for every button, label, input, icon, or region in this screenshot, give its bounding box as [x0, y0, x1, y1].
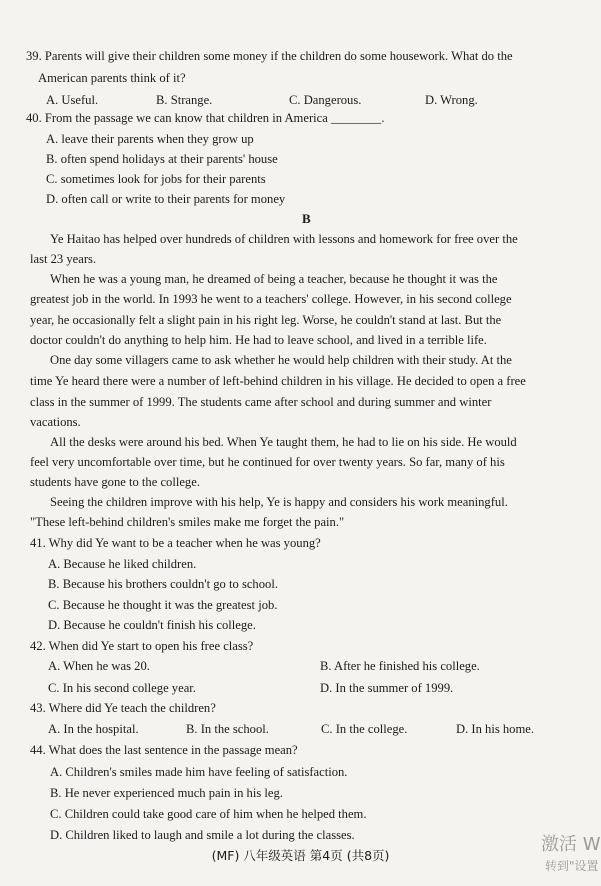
activation-watermark-line2: 转到"设置 — [545, 859, 599, 873]
q42-option-b: B. After he finished his college. — [320, 659, 480, 673]
q43-option-a: A. In the hospital. — [48, 722, 139, 736]
q42-option-a: A. When he was 20. — [48, 659, 150, 673]
q44-stem: 44. What does the last sentence in the passage mean? — [30, 743, 298, 757]
passage-line: When he was a young man, he dreamed of being a teacher, because he thought it was the — [50, 272, 498, 286]
passage-line: last 23 years. — [30, 252, 97, 266]
passage-line: feel very uncomfortable over time, but he continued for over twenty years. So far, many of his — [30, 455, 505, 469]
section-heading: B — [302, 211, 311, 226]
page-footer: (MF) 八年级英语 第4页 (共8页) — [211, 848, 390, 863]
q44-option-b: B. He never experienced much pain in his leg. — [50, 786, 283, 800]
passage-line: vacations. — [30, 415, 81, 429]
passage-line: students have gone to the college. — [30, 475, 200, 489]
q39-stem-line2: American parents think of it? — [38, 71, 186, 85]
q41-option-a: A. Because he liked children. — [48, 557, 197, 571]
passage-line: time Ye heard there were a number of left-behind children in his village. He decided to open a free — [30, 374, 526, 388]
q43-option-b: B. In the school. — [186, 722, 269, 736]
q41-option-c: C. Because he thought it was the greatest job. — [48, 598, 278, 612]
q40-option-c: C. sometimes look for jobs for their parents — [46, 172, 266, 186]
q40-stem: 40. From the passage we can know that children in America ________. — [26, 111, 385, 125]
q40-option-d: D. often call or write to their parents for money — [46, 192, 286, 206]
q41-option-b: B. Because his brothers couldn't go to school. — [48, 577, 278, 591]
q43-option-c: C. In the college. — [321, 722, 408, 736]
q40-option-b: B. often spend holidays at their parents' house — [46, 152, 278, 166]
q42-stem: 42. When did Ye start to open his free class? — [30, 639, 254, 653]
passage-line: Seeing the children improve with his help, Ye is happy and considers his work meaningful. — [50, 495, 508, 509]
q44-option-c: C. Children could take good care of him when he helped them. — [50, 807, 367, 821]
q39-option-b: B. Strange. — [156, 93, 213, 107]
q39-option-c: C. Dangerous. — [289, 93, 362, 107]
passage-line: doctor couldn't do anything to help him. He had to leave school, and lived in a terrible life. — [30, 333, 487, 347]
passage-line: year, he occasionally felt a slight pain in his right leg. Worse, he couldn't stand at last. But the — [30, 313, 502, 327]
passage-line: "These left-behind children's smiles make me forget the pain." — [30, 515, 345, 529]
q41-stem: 41. Why did Ye want to be a teacher when he was young? — [30, 536, 321, 550]
activation-watermark-line1: 激活 W — [541, 834, 601, 855]
q40-option-a: A. leave their parents when they grow up — [46, 132, 254, 146]
q44-option-d: D. Children liked to laugh and smile a lot during the classes. — [50, 828, 355, 842]
q44-option-a: A. Children's smiles made him have feeling of satisfaction. — [50, 765, 348, 779]
q39-option-a: A. Useful. — [46, 93, 99, 107]
passage-line: One day some villagers came to ask whether he would help children with their study. At the — [50, 353, 512, 367]
q42-option-d: D. In the summer of 1999. — [320, 681, 454, 695]
q39-option-d: D. Wrong. — [425, 93, 478, 107]
q42-option-c: C. In his second college year. — [48, 681, 196, 695]
q43-option-d: D. In his home. — [456, 722, 535, 736]
passage-line: class in the summer of 1999. The students came after school and during summer and winter — [30, 395, 492, 409]
q39-stem-line1: 39. Parents will give their children some money if the children do some housework. What do the — [26, 49, 513, 63]
passage-line: All the desks were around his bed. When Ye taught them, he had to lie on his side. He would — [50, 435, 517, 449]
passage-line: Ye Haitao has helped over hundreds of children with lessons and homework for free over the — [50, 232, 518, 246]
q43-stem: 43. Where did Ye teach the children? — [30, 701, 216, 715]
passage-line: greatest job in the world. In 1993 he went to a teachers' college. However, in his second college — [30, 292, 512, 306]
q41-option-d: D. Because he couldn't finish his college. — [48, 618, 256, 632]
